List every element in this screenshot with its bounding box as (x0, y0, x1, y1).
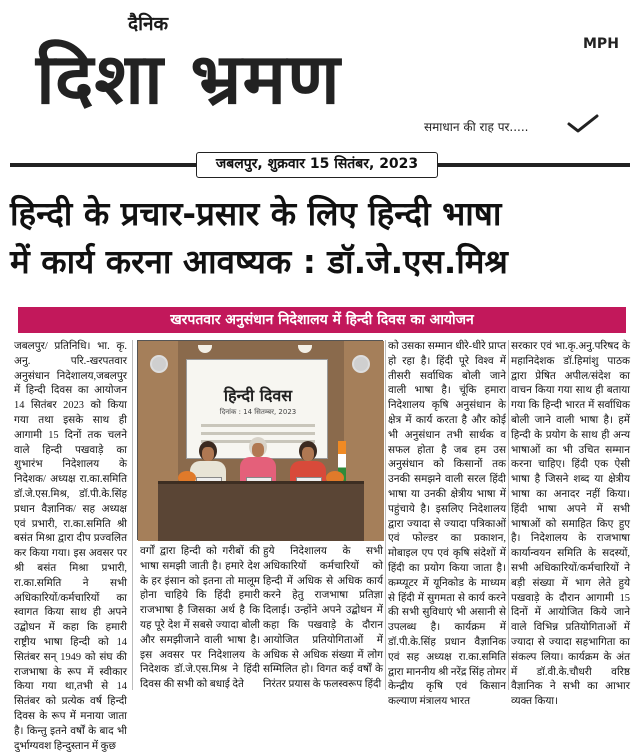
headline-line-1: हिन्दी के प्रचार-प्रसार के लिए हिन्दी भाषा (10, 194, 502, 233)
column-divider (132, 340, 133, 690)
dais-table (158, 481, 364, 541)
event-photo (137, 340, 383, 540)
article-column-5 (511, 340, 630, 708)
headline-line-2: में कार्य करना आवष्यक : डॉ.जे.एस.मिश्र (10, 242, 508, 281)
ceiling-light-icon (298, 345, 312, 353)
column-divider (508, 340, 509, 690)
wall-fan-icon (150, 355, 168, 373)
issue-date: जबलपुर, शुक्रवार 15 सितंबर, 2023 (196, 152, 438, 178)
subheading-banner: खरपतवार अनुसंधान निदेशालय में हिन्दी दिवस का आयोजन (18, 307, 626, 333)
date-strip (10, 152, 630, 178)
banner-title: हिन्दी दिवस (223, 386, 293, 405)
wall-fan-icon (352, 355, 370, 373)
newspaper-tagline: समाधान की राह पर..... (424, 120, 529, 134)
article-column-4 (388, 340, 506, 708)
article-text: जबलपुर/ प्रतिनिधि। भा. कृ. अनु. परि.-खरपतवार अनुसंधान निदेशालय,जबलपुर में हिन्दी दिवस का आयोजन 14 सितंबर 2023 को किया गया तथा इसके साथ ही आगामी 15 दिनों तक चलने वाले हिन्दी पखवाड़े का शुभारंभ निदेशालय के निदेशक/ अध्यक्ष रा.का.समिति डॉ.जे.एस.मिश्र, डॉ.पी.के.सिंह प्रधान वैज्ञानिक/ सह अध्यक्ष एवं प्रभारी, रा.का.समिति श्री बसंत मिश्रा द्वारा दीप प्रज्वलित कर किया गया। इस अवसर पर श्री बसंत मिश्रा प्रभारी, रा.का.समिति ने सभी अधिकारियों/कर्मचारियों का स्वागत किया साथ ही अपने उद्बोधन में कहा कि हमारी राष्ट्रीय भाषा हिन्दी को 14 सितंबर सन् 1949 को संघ की राजभाषा के रूप में स्वीकार किया गया था,तभी से 14 सितंबर को प्रत्येक वर्ष हिन्दी दिवस के रूप में मनाया जाता है। किन्तु इतने वर्षों के बाद भी दुर्भाग्यवश हिन्दुस्तान में कुछ (14, 341, 127, 752)
article-text: हुये निदेशालय के सभी अधिकारियों कर्मचारियों को हिन्दी में अधिक से अधिक कार्य करने हेतु राजभाषा प्रतिज्ञा दिलाई। उन्होंने अपने उद्बोधन में कहा कि पखवाड़े के दौरान आयोजित प्रतियोगिताओं में अधिक से अधिक संख्या में लोग सम्मिलित हो। विगत कई वर्षों के निरंतर प्रयास के फलस्वरूप हिंदी (263, 546, 383, 691)
article-text: वर्गों द्वारा हिन्दी को गरीबों की भाषा समझी जाती है। हमारे देश के हर इंसान को इतना तो मालूम होना चाहिये कि हिंदी हमारी राजभाषा है जिसका अर्थ है कि यह पूरे देश में सबसे ज्यादा बोली और समझीजाने वाली भाषा है। इस अवसर पर निदेशालय के निदेशक डॉ.जे.एस.मिश्र ने हिंदी दिवस की सभी को बधाई देते (140, 546, 260, 691)
ceiling-light-icon (198, 345, 212, 353)
edition-code: MPH (583, 36, 619, 52)
masthead (0, 0, 638, 150)
article-text: सरकार एवं भा.कृ.अनु.परिषद के महानिदेशक डॉ.हिमांशु पाठक द्वारा प्रेषित अपील/संदेश का वाचन किया गया साथ ही बताया गया कि हिन्दी भारत में सर्वाधिक बोली जाने वाली भाषा है। हमें हिन्दी के प्रयोग के साथ ही अन्य भाषाओं का भी उचित सम्मान करना चाहिए। हिंदी एक ऐसी भाषा है जिसने शब्द या क्षेत्रीय भाषा का अनादर नहीं किया। हिंदी भाषा अपने में सभी भाषाओं को समाहित किए हुए है। निदेशालय के राजभाषा कार्यान्वयन समिति के सदस्यों, सभी अधिकारियों/कर्मचारियों ने बड़ी संख्या में भाग लेते हुये पखवाड़े के दौरान आगामी 15 दिनों में आयोजित किये जाने वाले विभिन्न प्रतियोगिताओं में ज्यादा से ज्यादा सहभागिता का संकल्प लिया। कार्यक्रम के अंत में डॉ.वी.के.चौधरी वरिष्ठ वैज्ञानिक ने सभी का आभार व्यक्त किया। (511, 341, 630, 708)
person-head (249, 437, 267, 457)
article-column-2 (140, 545, 260, 690)
newspaper-title: दिशा भ्रमण (36, 38, 341, 120)
person-head (199, 441, 217, 461)
person-head (299, 441, 317, 461)
banner-date: दिनांक : 14 सितम्बर, 2023 (219, 408, 297, 416)
masthead-prefix: दैनिक (128, 13, 169, 35)
article-column-1 (14, 340, 127, 752)
checkmark-icon (567, 114, 599, 134)
article-text: को उसका सम्मान धीरे-धीरे प्राप्त हो रहा है। हिंदी पूरे विश्व में तीसरी सर्वाधिक बोली जाने वाली भाषा है। चूंकि हमारा निदेशालय कृषि अनुसंधान के क्षेत्र में कार्य करता है और कोई भी अनुसंधान तभी सार्थक व सफल होता है जब हम उस अनुसंधान को किसानों तक उनकी समझने वाली सरल हिंदी भाषा या उनकी क्षेत्रीय भाषा में पहुंचाये है। इसलिए निदेशालय द्वारा ज्यादा से ज्यादा पत्रिकाओं एवं फोल्डर का प्रकाशन, मोबाइल एप एवं कृषि संदेशों में हिंदी का प्रयोग किया जाता है। कम्प्यूटर में यूनिकोड के माध्यम से हिंदी में सुगमता से कार्य करने की सभी सुविधाएं भी असानी से उपलब्ध है। कार्यक्रम में डॉ.पी.के.सिंह प्रधान वैज्ञानिक एवं सह अध्यक्ष रा.का.समिति द्वारा माननीय श्री नरेंद्र सिंह तोमर केन्द्रीय कृषि एवं किसान कल्याण मंत्रालय भारत (388, 341, 506, 708)
column-divider (385, 340, 386, 690)
headline (10, 190, 630, 286)
article-column-3 (263, 545, 383, 690)
